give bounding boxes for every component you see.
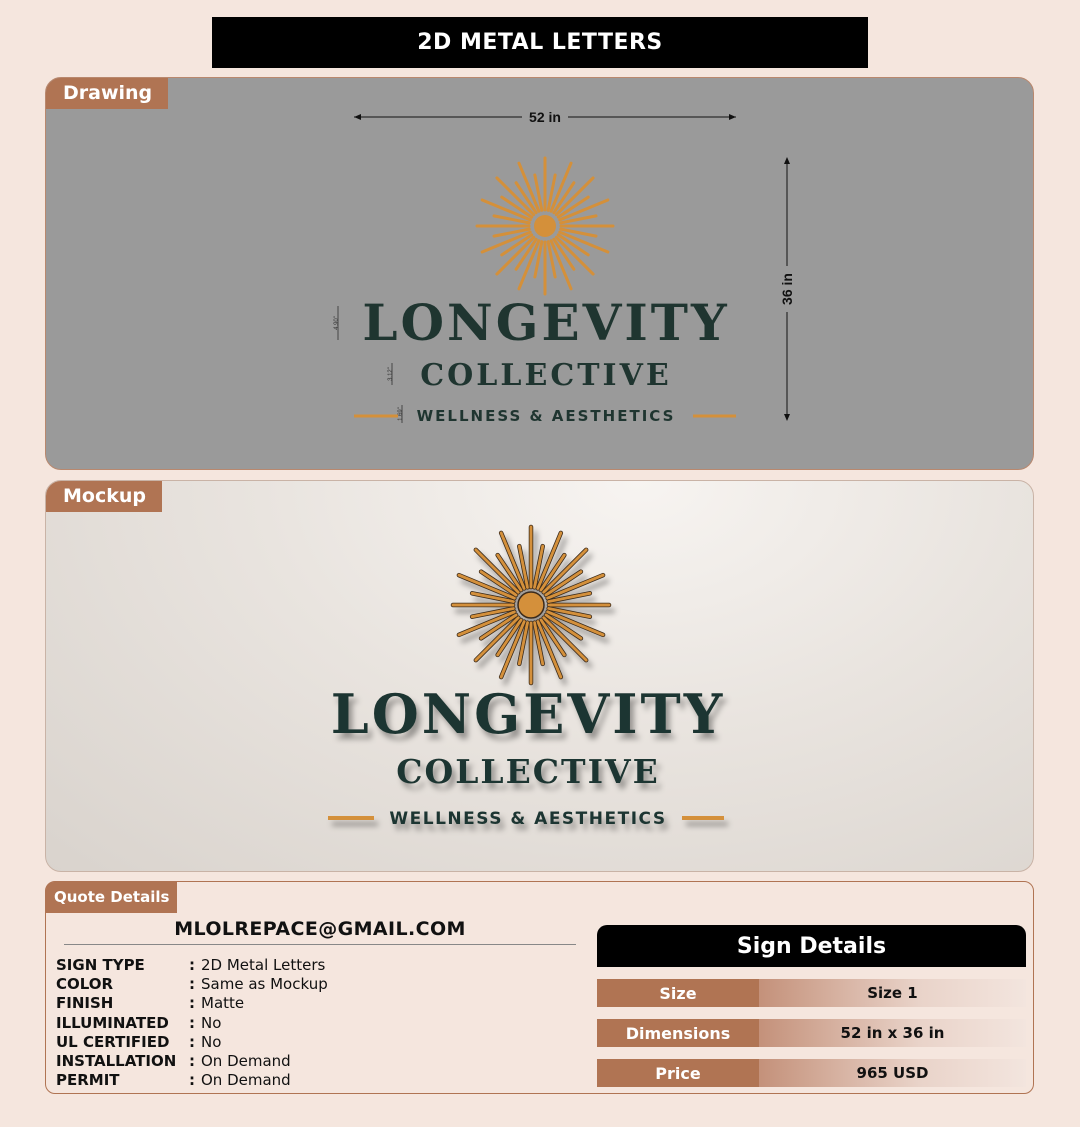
drawing-canvas <box>46 78 1034 470</box>
letter-height-label-3: 1.69" <box>398 407 404 421</box>
spec-colon: : <box>189 1071 195 1090</box>
sign-detail-row-size <box>597 979 1026 1007</box>
arrow-left-icon <box>354 114 361 120</box>
letter-height-label-1: 4.90" <box>334 316 340 330</box>
mockup-logo-line-2: COLLECTIVE <box>396 752 660 791</box>
page-title: 2D METAL LETTERS <box>212 17 868 68</box>
spec-label: UL CERTIFIED <box>56 1032 170 1051</box>
spec-colon: : <box>189 1013 195 1032</box>
spec-value: No <box>201 1013 222 1032</box>
spec-row-permit <box>56 1071 576 1090</box>
spec-label: INSTALLATION <box>56 1051 177 1070</box>
spec-row-illuminated <box>56 1014 576 1033</box>
spec-value: Matte <box>201 994 245 1013</box>
spec-row-sign-type <box>56 956 576 975</box>
logo-line-3: WELLNESS & AESTHETICS <box>416 407 676 425</box>
spec-value: No <box>201 1032 222 1051</box>
sign-detail-value: Size 1 <box>759 979 1026 1007</box>
spec-list <box>56 956 576 1090</box>
arrow-right-icon <box>729 114 736 120</box>
mockup-tag: Mockup <box>46 481 162 512</box>
spec-colon: : <box>189 975 195 994</box>
spec-row-finish <box>56 994 576 1013</box>
logo-line-1: LONGEVITY <box>362 293 730 352</box>
letter-height-label-2: 3.12" <box>388 367 394 381</box>
drawing-panel <box>45 77 1034 470</box>
sign-details-title: Sign Details <box>597 925 1026 967</box>
mockup-panel <box>45 480 1034 872</box>
spec-row-ul-certified <box>56 1033 576 1052</box>
sun-logo-icon <box>477 158 613 294</box>
quote-details-panel <box>45 881 1034 1094</box>
spec-label: ILLUMINATED <box>56 1013 169 1032</box>
spec-label: COLOR <box>56 975 114 994</box>
sign-details-table <box>597 925 1026 1087</box>
height-dimension-label: 36 in <box>779 273 795 305</box>
logo-line-2: COLLECTIVE <box>420 358 672 393</box>
sign-detail-value: 965 USD <box>759 1059 1026 1087</box>
spec-value: On Demand <box>201 1071 291 1090</box>
spec-colon: : <box>189 1051 195 1070</box>
drawing-tag: Drawing <box>46 78 168 109</box>
arrow-up-icon <box>784 157 790 164</box>
width-dimension-label: 52 in <box>529 109 561 125</box>
arrow-down-icon <box>784 414 790 421</box>
spec-value: On Demand <box>201 1051 291 1070</box>
spec-label: SIGN TYPE <box>56 956 145 974</box>
contact-email: MLOLREPACE@GMAIL.COM <box>64 918 576 945</box>
mockup-sun-logo-icon <box>453 527 609 683</box>
mockup-logo-line-3: WELLNESS & AESTHETICS <box>389 809 667 829</box>
spec-label: FINISH <box>56 994 114 1013</box>
sign-detail-label: Price <box>597 1059 759 1087</box>
sign-detail-label: Dimensions <box>597 1019 759 1047</box>
spec-label: PERMIT <box>56 1071 120 1090</box>
sun-core <box>518 592 544 618</box>
spec-value: Same as Mockup <box>201 975 328 994</box>
sign-detail-value: 52 in x 36 in <box>759 1019 1026 1047</box>
spec-colon: : <box>189 1032 195 1051</box>
spec-colon: : <box>189 956 195 974</box>
mockup-canvas <box>46 481 1034 872</box>
spec-row-installation <box>56 1052 576 1071</box>
sign-detail-row-dimensions <box>597 1019 1026 1047</box>
sign-detail-row-price <box>597 1059 1026 1087</box>
mockup-logo-line-1: LONGEVITY <box>330 682 726 746</box>
sun-core <box>534 215 556 237</box>
sign-detail-label: Size <box>597 979 759 1007</box>
spec-colon: : <box>189 994 195 1013</box>
spec-value: 2D Metal Letters <box>201 956 326 974</box>
quote-details-tag: Quote Details <box>46 882 177 913</box>
spec-row-color <box>56 975 576 994</box>
